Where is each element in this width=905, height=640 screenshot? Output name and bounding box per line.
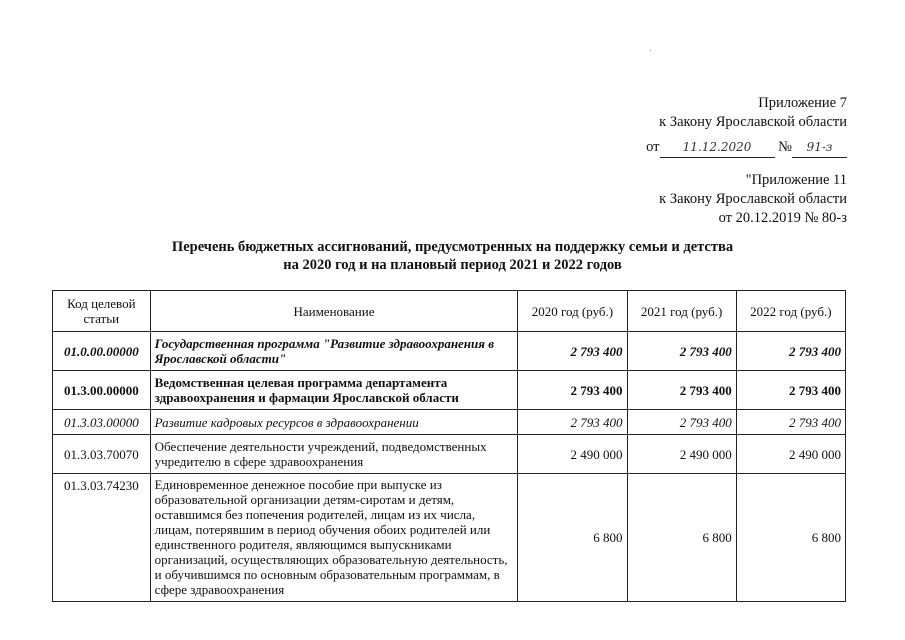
number-label: № xyxy=(778,139,792,155)
handwritten-date: 11.12.2020 xyxy=(660,138,775,158)
row-2022: 2 793 400 xyxy=(736,332,845,371)
document-title xyxy=(0,238,905,274)
table-row xyxy=(53,410,846,435)
appendix-11-header xyxy=(659,171,847,228)
row-name: Единовременное денежное пособие при выпуске из образовательной организации детям-сиротам и детям, оставшимся без попечения родителей, лицам из их числа, лицам, потерявшим в период обучения обоих родителей или единственного родителя, являющимся выпускниками организаций, осуществляющих образовательную деятельность, и обучившимся по основным образовательным программам, в сфере здравоохранения xyxy=(150,474,518,602)
column-header-2022: 2022 год (руб.) xyxy=(736,291,845,332)
row-2021: 2 793 400 xyxy=(627,410,736,435)
row-2020: 2 793 400 xyxy=(518,332,627,371)
row-name: Обеспечение деятельности учреждений, подведомственных учредителю в сфере здравоохранения xyxy=(150,435,518,474)
row-2022: 2 793 400 xyxy=(736,371,845,410)
row-code: 01.0.00.00000 xyxy=(53,332,151,371)
row-2022: 6 800 xyxy=(736,474,845,602)
row-code: 01.3.00.00000 xyxy=(53,371,151,410)
row-2021: 2 490 000 xyxy=(627,435,736,474)
appendix-11-law: к Закону Ярославской области xyxy=(659,191,847,207)
table-row xyxy=(53,474,846,602)
handwritten-number: 91-з xyxy=(792,138,847,158)
row-2021: 2 793 400 xyxy=(627,332,736,371)
row-2021: 6 800 xyxy=(627,474,736,602)
row-2020: 2 793 400 xyxy=(518,371,627,410)
row-2020: 2 490 000 xyxy=(518,435,627,474)
row-2020: 2 793 400 xyxy=(518,410,627,435)
appendix-11-date: от 20.12.2019 № 80-з xyxy=(718,210,847,226)
table-row xyxy=(53,371,846,410)
row-name: Государственная программа "Развитие здравоохранения в Ярославской области" xyxy=(150,332,518,371)
column-header-2020: 2020 год (руб.) xyxy=(518,291,627,332)
appendix-11-title: "Приложение 11 xyxy=(745,172,847,188)
row-2022: 2 490 000 xyxy=(736,435,845,474)
row-2020: 6 800 xyxy=(518,474,627,602)
row-name: Развитие кадровых ресурсов в здравоохранении xyxy=(150,410,518,435)
scan-speck xyxy=(650,50,651,51)
appendix-7-title: Приложение 7 xyxy=(758,95,847,111)
table-row xyxy=(53,332,846,371)
document-title-line-1: Перечень бюджетных ассигнований, предусмотренных на поддержку семьи и детства xyxy=(171,239,734,255)
appendix-7-signature-line xyxy=(646,138,847,158)
from-label: от xyxy=(646,139,660,155)
row-2022: 2 793 400 xyxy=(736,410,845,435)
appendix-7-law: к Закону Ярославской области xyxy=(659,114,847,130)
row-code: 01.3.03.70070 xyxy=(53,435,151,474)
row-2021: 2 793 400 xyxy=(627,371,736,410)
column-header-2021: 2021 год (руб.) xyxy=(627,291,736,332)
table-header-row xyxy=(53,291,846,332)
row-code: 01.3.03.74230 xyxy=(53,474,151,602)
document-title-line-2: на 2020 год и на плановый период 2021 и 2022 годов xyxy=(283,257,622,273)
column-header-name: Наименование xyxy=(150,291,518,332)
table-row xyxy=(53,435,846,474)
appendix-7-header xyxy=(646,94,847,158)
row-code: 01.3.03.00000 xyxy=(53,410,151,435)
row-name: Ведомственная целевая программа департамента здравоохранения и фармации Ярославской области xyxy=(150,371,518,410)
budget-table xyxy=(52,290,846,602)
column-header-code: Код целевой статьи xyxy=(53,291,151,332)
